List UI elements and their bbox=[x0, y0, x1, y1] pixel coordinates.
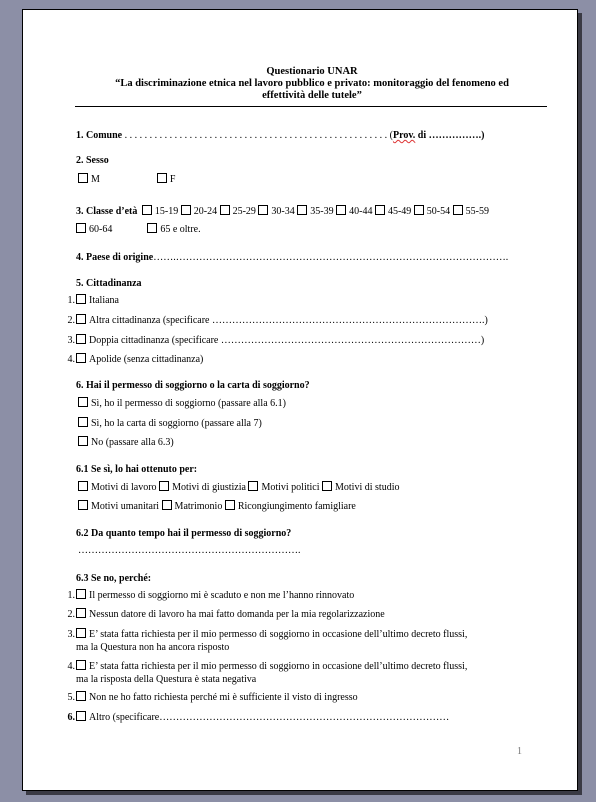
no-permit-reason-1[interactable]: 1. Il permesso di soggiorno mi è scaduto e non me l’hanno rinnovato bbox=[67, 590, 355, 601]
citizenship-option-4[interactable]: 4. Apolide (senza cittadinanza) bbox=[67, 354, 204, 365]
question-1-dots: . . . . . . . . . . . . . . . . . . . . . . . . . . . . . . . . . . . . . . . . . . . . . . . . . . . . . ( bbox=[122, 130, 393, 141]
question-6-label: 6. Hai il permesso di soggiorno o la carta di soggiorno? bbox=[76, 380, 310, 391]
no-permit-reason-3[interactable]: 3. E’ stata fatta richiesta per il mio permesso di soggiorno in occasione dell’ultimo decreto flussi, bbox=[67, 629, 468, 640]
age-35-39[interactable]: 35-39 bbox=[297, 206, 333, 217]
question-3-row-2 bbox=[76, 223, 201, 235]
no-permit-reason-4[interactable]: 4. E’ stata fatta richiesta per il mio permesso di soggiorno in occasione dell’ultimo decreto flussi, bbox=[67, 661, 468, 672]
permit-option-2[interactable]: Sì, ho la carta di soggiorno (passare alla 7) bbox=[78, 417, 262, 429]
question-4-dots[interactable]: …….………………………………………………………………………………………. bbox=[153, 252, 509, 263]
reason-justice[interactable]: Motivi di giustizia bbox=[159, 482, 246, 493]
document-title bbox=[75, 66, 549, 102]
question-3 bbox=[76, 205, 489, 217]
reason-marriage[interactable]: Matrimonio bbox=[162, 501, 223, 512]
no-permit-reason-5[interactable]: 5. Non ne ho fatto richiesta perché mi è sufficiente il visto di ingresso bbox=[67, 692, 358, 703]
age-25-29[interactable]: 25-29 bbox=[220, 206, 256, 217]
reason-family-reunion[interactable]: Ricongiungimento famigliare bbox=[225, 501, 356, 512]
question-6-1-row-1 bbox=[78, 481, 399, 493]
age-60-64[interactable]: 60-64 bbox=[76, 224, 112, 235]
citizenship-option-1[interactable]: 1. Italiana bbox=[67, 295, 119, 306]
title-line-2: “La discriminazione etnica nel lavoro pubblico e privato: monitoraggio del fenomeno ed bbox=[115, 78, 509, 89]
age-65-plus[interactable]: 65 e oltre. bbox=[147, 224, 200, 235]
age-20-24[interactable]: 20-24 bbox=[181, 206, 217, 217]
reason-political[interactable]: Motivi politici bbox=[248, 482, 319, 493]
question-6-1-row-2 bbox=[78, 500, 356, 512]
checkbox[interactable] bbox=[78, 173, 88, 183]
question-1-label: 1. Comune bbox=[76, 130, 123, 141]
question-1-rest: di …………….) bbox=[415, 130, 485, 141]
question-1-prov: Prov. bbox=[392, 130, 416, 141]
question-6-2-answer[interactable]: …………………………………………………………. bbox=[78, 545, 301, 556]
reason-humanitarian[interactable]: Motivi umanitari bbox=[78, 501, 159, 512]
age-15-19[interactable]: 15-19 bbox=[140, 206, 178, 217]
reason-study[interactable]: Motivi di studio bbox=[322, 482, 399, 493]
age-55-59[interactable]: 55-59 bbox=[453, 206, 489, 217]
citizenship-option-3[interactable]: 3. Doppia cittadinanza (specificare ……………………………………………………………………) bbox=[67, 335, 485, 346]
title-rule bbox=[75, 106, 547, 107]
age-50-54[interactable]: 50-54 bbox=[414, 206, 450, 217]
age-40-44[interactable]: 40-44 bbox=[336, 206, 372, 217]
age-45-49[interactable]: 45-49 bbox=[375, 206, 411, 217]
no-permit-reason-3-cont: ma la Questura non ha ancora risposto bbox=[76, 642, 230, 653]
checkbox[interactable] bbox=[157, 173, 167, 183]
no-permit-reason-4-cont: ma la risposta della Questura è stata negativa bbox=[76, 674, 257, 685]
no-permit-reason-2[interactable]: 2. Nessun datore di lavoro ha mai fatto domanda per la mia regolarizzazione bbox=[67, 609, 385, 620]
document-page bbox=[22, 9, 578, 791]
document-content bbox=[75, 66, 549, 107]
question-4-label: 4. Paese di origine bbox=[76, 252, 154, 263]
question-4 bbox=[76, 252, 508, 263]
option-f[interactable]: F bbox=[157, 174, 176, 185]
permit-option-1[interactable]: Sì, ho il permesso di soggiorno (passare alla 6.1) bbox=[78, 397, 286, 409]
question-2-options bbox=[78, 173, 175, 185]
age-30-34[interactable]: 30-34 bbox=[258, 206, 294, 217]
question-2-label: 2. Sesso bbox=[76, 155, 109, 166]
question-1 bbox=[76, 130, 484, 141]
page-number: 1 bbox=[517, 746, 522, 757]
reason-work[interactable]: Motivi di lavoro bbox=[78, 482, 157, 493]
question-6-3-label: 6.3 Se no, perché: bbox=[76, 573, 152, 584]
question-3-label: 3. Classe d’età bbox=[76, 206, 138, 217]
citizenship-option-2[interactable]: 2. Altra cittadinanza (specificare ……………………………………………………………………….) bbox=[67, 315, 488, 326]
question-6-2-label: 6.2 Da quanto tempo hai il permesso di soggiorno? bbox=[76, 528, 292, 539]
question-6-1-label: 6.1 Se sì, lo hai ottenuto per: bbox=[76, 464, 198, 475]
option-m[interactable]: M bbox=[78, 174, 100, 185]
no-permit-reason-6[interactable]: 6. Altro (specificare…………………………………………………………………………… bbox=[67, 712, 450, 723]
question-5-label: 5. Cittadinanza bbox=[76, 278, 142, 289]
permit-option-3[interactable]: No (passare alla 6.3) bbox=[78, 436, 174, 448]
title-line-1: Questionario UNAR bbox=[266, 66, 358, 77]
title-line-3: effettività delle tutele” bbox=[262, 90, 362, 101]
